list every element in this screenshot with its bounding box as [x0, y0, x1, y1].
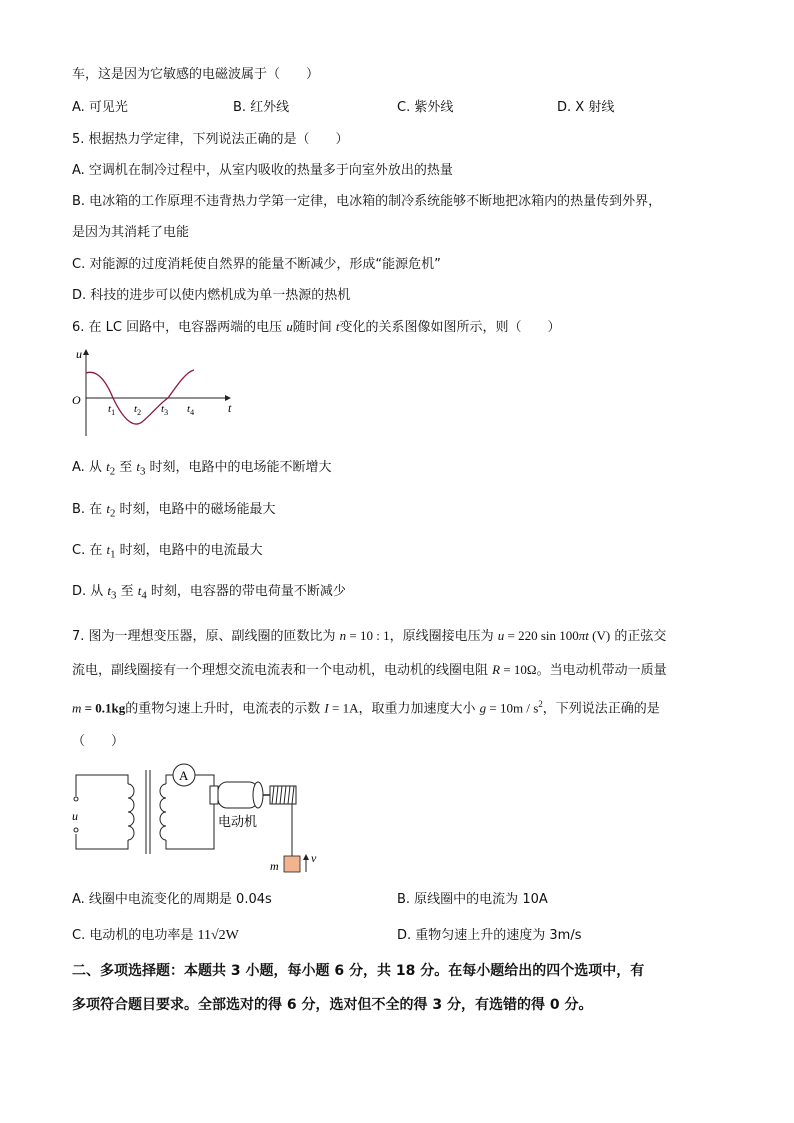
graph-origin-label: O	[72, 393, 81, 407]
q7-l1d: ，原线圈接电压为	[389, 629, 498, 644]
q4-option-b: B. 红外线	[233, 100, 290, 115]
q6-a-t2: t	[106, 459, 110, 474]
q6-option-a	[72, 458, 332, 481]
q4-option-c: C. 紫外线	[397, 100, 454, 115]
primary-wire-bottom	[76, 834, 128, 849]
q7-l2d: 。当电动机带动一质量	[536, 663, 667, 678]
q7-c-value: 11√2W	[197, 928, 239, 943]
q6-b-t: t	[106, 501, 110, 516]
q5-option-c: C. 对能源的过度消耗使自然界的能量不断减少，形成“能源危机”	[72, 257, 441, 272]
motor-terminal-box	[210, 786, 218, 804]
transformer-circuit-diagram	[70, 762, 330, 876]
q4-stem-tail: 车，这是因为它敏感的电磁波属于（ ）	[72, 67, 320, 82]
q7-l3f: ，取重力加速度大小	[358, 701, 480, 717]
q6-a-mid: 至	[115, 460, 137, 475]
lc-voltage-graph	[70, 344, 240, 440]
q6-stem-part-b: 随时间	[292, 320, 336, 335]
q7-l1h: (V)	[588, 628, 611, 643]
q7-l3d: I	[324, 700, 329, 716]
section2-heading-line1: 二、多项选择题：本题共 3 小题，每小题 6 分，共 18 分。在每小题给出的四个选项中，有	[72, 963, 645, 979]
q7-option-b: B. 原线圈中的电流为 10A	[397, 892, 548, 907]
primary-wire	[76, 775, 128, 796]
graph-tick-t3: $t_3$	[161, 403, 169, 417]
q6-d-t3-sub: 3	[111, 589, 117, 602]
graph-tick-t2: $t_2$	[134, 403, 142, 417]
q7-c-pre: C. 电动机的电功率是	[72, 928, 198, 943]
primary-terminal-bottom	[74, 828, 78, 832]
q4-option-a: A. 可见光	[72, 100, 128, 115]
primary-terminal-top	[74, 797, 78, 801]
q6-c-pre: C. 在	[72, 543, 107, 558]
q6-b-t-sub: 2	[109, 507, 116, 520]
q7-l2a: 流电，副线圈接有一个理想交流电流表和一个电动机，电动机的线圈电阻	[72, 663, 493, 678]
q6-c-t: t	[106, 542, 111, 557]
q6-stem-t: t	[335, 319, 340, 334]
q7-l1e: u	[497, 628, 505, 643]
q6-option-d	[72, 582, 346, 605]
q7-l2b: R	[492, 662, 501, 677]
q6-stem	[72, 318, 561, 337]
q7-answer-bracket: （ ）	[72, 734, 125, 749]
q6-b-pre: B. 在	[72, 502, 107, 517]
q7-l1g: πt	[578, 628, 589, 643]
q6-c-post: 时刻，电路中的电流最大	[115, 543, 263, 558]
q6-a-post: 时刻，电路中的电场能不断增大	[145, 460, 332, 475]
q7-l3b: = 0.1kg	[81, 700, 126, 716]
q7-stem-line3	[72, 695, 660, 718]
q6-d-pre: D. 从	[72, 584, 108, 599]
q6-d-mid: 至	[116, 584, 138, 599]
q6-stem-part-c: 变化的关系图像如图所示，则（ ）	[339, 320, 561, 335]
q6-stem-u: u	[286, 319, 293, 334]
graph-tick-t4: $t_4$	[187, 403, 195, 417]
q6-a-t3-sub: 3	[140, 465, 146, 478]
q7-l1a: 7. 图为一理想变压器，原、副线圈的匝数比为	[72, 629, 340, 644]
q7-l3h: = 10m / s	[486, 700, 539, 716]
secondary-wire-top	[166, 775, 172, 784]
q6-b-post: 时刻，电路中的磁场能最大	[115, 502, 276, 517]
motor-end-cap	[253, 782, 263, 808]
q7-l3i: 2	[538, 699, 543, 709]
motor-body	[218, 782, 258, 808]
mass-label: m	[270, 859, 279, 873]
q6-d-post: 时刻，电容器的带电荷量不断减少	[146, 584, 346, 599]
q7-option-d: D. 重物匀速上升的速度为 3m/s	[397, 928, 582, 943]
q7-l1f: = 220 sin 100	[504, 628, 579, 643]
q7-stem-line1	[72, 627, 666, 646]
q6-c-t-sub: 1	[110, 548, 116, 561]
q7-option-c	[72, 927, 239, 945]
q5-option-a: A. 空调机在制冷过程中，从室内吸收的热量多于向室外放出的热量	[72, 163, 453, 178]
q6-stem-part-a: 6. 在 LC 回路中，电容器两端的电压	[72, 320, 287, 335]
q7-stem-line2	[72, 661, 667, 680]
q6-d-t4: t	[137, 583, 142, 598]
section2-heading-line2: 多项符合题目要求。全部选对的得 6 分，选对但不全的得 3 分，有选错的得 0 分。	[72, 997, 593, 1013]
q5-option-d: D. 科技的进步可以使内燃机成为单一热源的热机	[72, 288, 351, 303]
q6-a-t2-sub: 2	[109, 465, 116, 478]
velocity-label: v	[311, 851, 317, 865]
q6-option-b	[72, 500, 276, 523]
q7-l3c: 的重物匀速上升时，电流表的示数	[125, 701, 325, 717]
ammeter-label: A	[179, 768, 189, 783]
q5-stem: 5. 根据热力学定律，下列说法正确的是（ ）	[72, 132, 349, 147]
secondary-coil	[160, 784, 166, 840]
q7-l1b: n	[339, 628, 347, 643]
ammeter-wire-right	[195, 775, 214, 786]
secondary-wire-bottom	[166, 804, 214, 849]
q7-l2c: = 10Ω	[500, 662, 537, 677]
q6-d-t3: t	[107, 583, 112, 598]
q7-l1i: 的正弦交	[610, 629, 667, 644]
graph-t-label: t	[228, 401, 232, 415]
primary-coil	[128, 784, 134, 840]
q6-a-pre: A. 从	[72, 460, 107, 475]
mass-block	[284, 856, 300, 872]
graph-tick-t1: $t_1$	[108, 403, 116, 417]
motor-label: 电动机	[218, 814, 258, 829]
q5-option-b-line1: B. 电冰箱的工作原理不违背热力学第一定律，电冰箱的制冷系统能够不断地把冰箱内的热量传到外界，	[72, 194, 662, 209]
q6-a-t3: t	[136, 459, 140, 474]
primary-u-label: u	[72, 809, 78, 823]
q6-option-c	[72, 541, 263, 564]
q7-option-a: A. 线圈中电流变化的周期是 0.04s	[72, 892, 272, 907]
q7-l3a: m	[72, 700, 82, 716]
q7-l1c: = 10 : 1	[346, 628, 390, 643]
q7-l3e: = 1A	[328, 700, 359, 716]
q7-l3j: ，下列说法正确的是	[542, 701, 660, 717]
graph-u-label: u	[76, 347, 82, 361]
q4-option-d: D. X 射线	[557, 100, 615, 115]
q6-d-t4-sub: 4	[141, 589, 147, 602]
q5-option-b-line2: 是因为其消耗了电能	[72, 225, 190, 240]
q7-l3g: g	[479, 700, 487, 716]
